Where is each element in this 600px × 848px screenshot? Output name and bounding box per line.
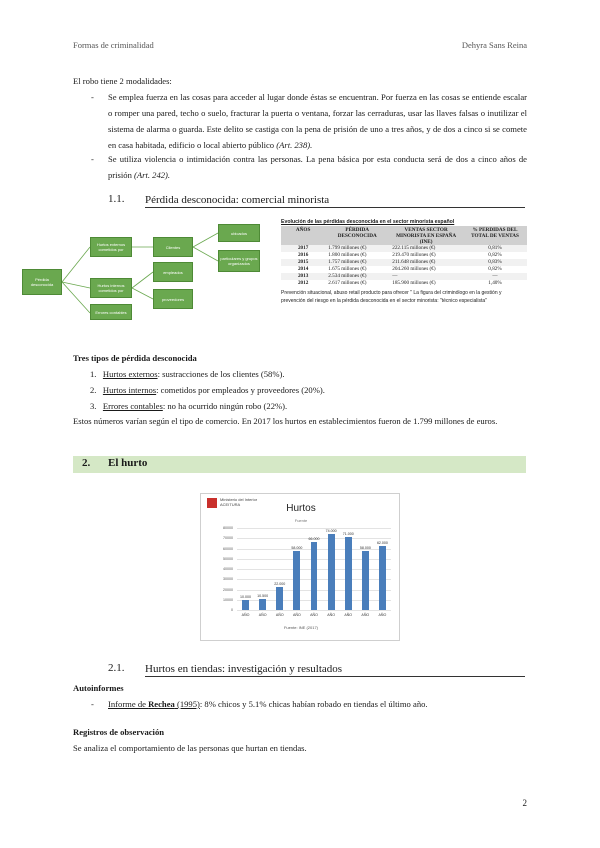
chart-data-label: 74.000 — [325, 529, 337, 534]
table-cell: 1.757 millones (€) — [325, 259, 389, 266]
list-item-term: Hurtos externos — [102, 369, 158, 379]
chart-subtitle: Fuente — [294, 518, 308, 523]
autoinformes-prefix: Informe de — [108, 699, 149, 709]
diagram-proveedores: proveedores — [153, 289, 193, 309]
loss-table-col-sales: VENTAS SECTOR MINORISTA EN ESPAÑA (INE) — [389, 226, 463, 245]
table-cell: 0,81% — [463, 245, 527, 252]
robo-item-2: - Se utiliza violencia o intimidación contra las personas. La pena básica por esta conducta será de dos a cinco años de prisión (Art. 242). — [91, 154, 527, 180]
loss-table-col-years: AÑOS — [281, 226, 325, 245]
table-row — [281, 259, 527, 266]
chart-plot — [201, 494, 401, 642]
chart-gridline — [237, 528, 391, 529]
chart-data-label: 71.000 — [342, 532, 354, 537]
registros-text: Se analiza el comportamiento de las personas que hurtan en tiendas. — [73, 743, 307, 753]
chart-data-label: 58.000 — [359, 545, 371, 550]
table-cell: 1,40% — [488, 280, 502, 286]
table-cell: 1.800 millones (€) — [328, 252, 367, 258]
chart-data-label: 58.000 — [291, 545, 303, 550]
autoinformes-author: Rechea — [148, 699, 175, 709]
table-row — [281, 266, 527, 273]
chart-data-label: 22.000 — [274, 582, 286, 587]
chart-bar — [259, 599, 266, 610]
chart-x-tick: AÑO — [344, 613, 353, 617]
table-cell: 204.260 millones (€) — [392, 266, 436, 272]
header-right: Dehyra Sans Reina — [461, 40, 527, 50]
loss-table-header — [281, 226, 527, 245]
diagram-hurtos-externos: Hurtos externos cometidos por — [90, 237, 132, 257]
chart-x-tick: AÑO — [327, 613, 335, 617]
table-row — [281, 252, 527, 259]
autoinformes-item: - Informe de Rechea (1995): 8% chicos y 5.1% chicas habían robado en tiendas el último año. — [91, 699, 428, 709]
chart-data-label: 66.000 — [308, 537, 320, 542]
list-item-desc: : sustracciones de los clientes (58%). — [157, 369, 285, 379]
table-cell: 2014 — [297, 266, 309, 272]
chart-bar — [345, 537, 352, 610]
list-item-term: Errores contables — [102, 401, 163, 411]
table-cell: 185.900 millones (€) — [392, 280, 436, 286]
chart-bar — [311, 542, 318, 610]
tipos-note: Estos números varían según el tipo de comercio. En 2017 los hurtos en establecimientos fueron de 1.799 millones de euros. — [73, 416, 498, 426]
section-2-title: El hurto — [108, 457, 148, 469]
autoinformes-text: : 8% chicos y 5.1% chicas habían robado en tiendas el último año. — [199, 699, 428, 709]
chart-xlabel: Fuente: INE (2017) — [283, 625, 319, 630]
section-2-number: 2. — [82, 457, 91, 469]
chart-logo-line1: Ministerio del Interior — [220, 497, 258, 502]
chart-logo-line2: ACEITURA — [220, 502, 241, 507]
table-cell: 211.648 millones (€) — [389, 259, 463, 266]
registros-heading: Registros de observación — [73, 727, 165, 737]
section-2-1-number: 2.1. — [108, 662, 125, 674]
diagram-errores: Errores contables — [90, 304, 132, 320]
chart-data-label: 10.500 — [257, 594, 269, 599]
table-cell: 2.534 millones (€) — [325, 273, 389, 280]
chart-y-tick: 0 — [231, 608, 233, 612]
autoinformes-heading: Autoinformes — [73, 683, 124, 693]
chart-y-tick: 20000 — [223, 587, 233, 592]
loss-table-col-loss: PÉRDIDA DESCONOCIDA — [325, 226, 389, 245]
chart-y-tick: 50000 — [223, 556, 233, 561]
table-cell: 222.115 millones (€) — [389, 245, 463, 252]
chart-gridline — [237, 610, 391, 611]
chart-bar — [293, 551, 300, 610]
tipos-heading: Tres tipos de pérdida desconocida — [73, 353, 197, 363]
diagram-root: Pérdida desconocida — [22, 269, 62, 295]
loss-table — [281, 226, 527, 287]
chart-x-tick: AÑO — [361, 613, 370, 617]
list-item-num: 3. — [90, 401, 97, 411]
diagram-empleados: empleados — [153, 262, 193, 282]
chart-y-tick: 30000 — [223, 577, 233, 582]
chart-y-tick: 10000 — [223, 597, 233, 602]
loss-table-title: Evolución de las pérdidas desconocida en el sector minorista español — [281, 219, 455, 225]
chart-x-tick: AÑO — [241, 613, 250, 617]
list-item-desc: : no ha ocurrido ningún robo (22%). — [162, 401, 288, 411]
chart-data-label: 10.000 — [240, 594, 252, 599]
diagram-grupos: particulares y grupos organizados — [218, 250, 260, 272]
chart-x-tick: AÑO — [378, 613, 387, 617]
chart-y-tick: 60000 — [223, 546, 233, 551]
chart-bar — [379, 546, 386, 610]
chart-bar — [328, 534, 335, 610]
list-item — [90, 382, 520, 398]
chart-bar — [242, 600, 249, 610]
robo-item-1-ref: (Art. 238). — [276, 140, 313, 150]
section-1-1-title: Pérdida desconocida: comercial minorista — [145, 193, 525, 208]
table-cell: 2017 — [281, 245, 325, 252]
list-item-term: Hurtos internos — [102, 385, 157, 395]
table-cell: 1.799 millones (€) — [325, 245, 389, 252]
chart-x-tick: AÑO — [310, 613, 318, 617]
list-item — [90, 366, 520, 382]
robo-item-1: - Se emplea fuerza en las cosas para acceder al lugar donde éstas se encuentran. Por fuerza en las cosas se entiende escalar o romper una pared, techo o suelo, fracturar la puerta o ventana, forzar las cerraduras, usar las llaves falsas o inutilizar el sistema de alarma o guarda. Este delito se castiga con la pena de prisión de uno a tres años, y de dos a cinco si se comete en casa habitada, edificio o local abierto público (Art. 238). — [91, 92, 527, 150]
list-item-num: 1. — [90, 369, 97, 379]
diagram-ubicados: ubicados — [218, 224, 260, 242]
table-cell: 2.617 millones (€) — [328, 280, 367, 286]
loss-table-col-pct: % PERDIDAS DEL TOTAL DE VENTAS — [463, 226, 527, 245]
robo-intro: El robo tiene 2 modalidades: — [73, 76, 172, 86]
table-cell: 0,83% — [463, 259, 527, 266]
chart-y-tick: 40000 — [223, 567, 233, 571]
chart-x-tick: AÑO — [258, 613, 267, 617]
hurtos-chart — [200, 493, 400, 641]
chart-y-tick: 70000 — [223, 536, 233, 541]
table-cell: 0,82% — [488, 252, 502, 258]
table-cell: — — [389, 273, 463, 280]
table-cell: 0,82% — [488, 266, 502, 272]
chart-bar — [362, 551, 369, 610]
page-number: 2 — [522, 798, 527, 808]
list-item — [90, 398, 520, 414]
table-cell: 1.675 millones (€) — [328, 266, 367, 272]
table-row — [281, 245, 527, 252]
autoinformes-year: (1995) — [174, 699, 200, 709]
section-1-1-number: 1.1. — [108, 193, 125, 205]
table-row — [281, 273, 527, 280]
table-cell: 2013 — [281, 273, 325, 280]
chart-x-tick: AÑO — [292, 613, 301, 617]
loss-table-caption: Prevención situacional, abuso retail producto para ofrecer " La figura del criminólogo en la gestión y prevención del riesgo en la pérdida desconocida en el sector minorista: "técnico especialista" — [281, 290, 502, 304]
table-cell: — — [463, 273, 527, 280]
table-cell: 2012 — [297, 280, 309, 286]
section-2-bar — [73, 456, 526, 473]
robo-item-1-text: Se emplea fuerza en las cosas para acceder al lugar donde éstas se encuentran. Por fuerza en las cosas se entiende escalar o romper una pared, techo o suelo, fracturar la puerta o ventana, forzar las cerraduras, usar las llaves falsas o inutilizar el sistema de alarma o guarda. Este delito se castiga con la pena de prisión de uno a tres años, y de dos a cinco si se comete en casa habitada, edificio o local abierto público — [108, 92, 527, 150]
loss-table-block — [281, 219, 527, 305]
diagram-clientes: Clientes — [153, 237, 193, 257]
chart-y-tick: 80000 — [223, 526, 233, 530]
chart-x-tick: AÑO — [275, 613, 284, 617]
table-row — [281, 280, 527, 287]
robo-item-2-ref: (Art. 242). — [134, 170, 171, 180]
tipos-list — [90, 366, 520, 414]
chart-bar — [276, 587, 283, 610]
table-cell: 219.470 millones (€) — [392, 252, 436, 258]
loss-diagram — [20, 220, 268, 330]
diagram-hurtos-internos: Hurtos internos cometidos por — [90, 278, 132, 298]
table-cell: 2016 — [297, 252, 309, 258]
chart-data-label: 62.000 — [376, 541, 388, 546]
section-2-1-title: Hurtos en tiendas: investigación y resultados — [145, 662, 525, 677]
robo-item-2-text: Se utiliza violencia o intimidación contra las personas. La pena básica por esta conducta será de dos a cinco años de prisión — [108, 154, 527, 180]
list-item-desc: : cometidos por empleados y proveedores (20%). — [156, 385, 325, 395]
table-cell: 2015 — [281, 259, 325, 266]
header-left: Formas de criminalidad — [73, 40, 154, 50]
chart-title: Hurtos — [286, 503, 316, 514]
list-item-num: 2. — [90, 385, 97, 395]
